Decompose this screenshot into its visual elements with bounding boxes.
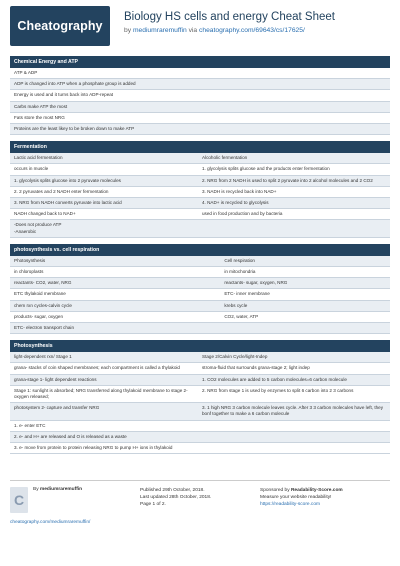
list-item: 3. e- move from protein to protein releasing NRG to pump H+ ions in thylakoid (10, 443, 390, 454)
table-cell: CO2, water, ATP (224, 313, 259, 319)
footer-author-link[interactable]: mediumraremuffin (39, 487, 83, 492)
table-row (10, 375, 390, 386)
section-note (10, 220, 390, 237)
table-row (10, 187, 390, 198)
published-date: Published 29th October, 2018. (140, 488, 205, 493)
page-footer (10, 480, 390, 513)
table-row (10, 312, 390, 323)
table-row (10, 301, 390, 312)
sheet-url-link[interactable]: cheatography.com/69643/cs/17625/ (199, 27, 305, 34)
table-row (10, 176, 390, 187)
list-item: Fats store the most NRG (10, 113, 390, 124)
author-avatar[interactable] (10, 487, 28, 513)
table-row (10, 256, 390, 267)
table-cell: Photosynthesis (14, 257, 46, 263)
subtitle (124, 27, 335, 34)
section-note: ETC- electron transport chain (10, 323, 390, 334)
table-cell: 1. glycolysis splits glucose into 2 pyruvate molecules (14, 177, 121, 183)
by-prefix: by (124, 27, 132, 34)
list-item: Energy is used and it turns back into ADP-repeat (10, 90, 390, 101)
table-cell: 3. 1 high NRG 3 carbon molecule leaves cycle. After 3 3 carbon molecules have left, they bonf together to make a 6 carbon molecule (202, 405, 384, 417)
table-cell: 2. NRG from stage 1 is used by enzymes to split 6 carbon into 2 3 carbons (202, 387, 354, 393)
table-cell: NADH changed back to NAD+ (14, 211, 76, 217)
author-link[interactable]: mediumraremuffin (132, 27, 187, 34)
table-cell: reactants- CO2, water, NRG (14, 280, 72, 286)
list-item: 2. e- and H+ are released and O is released as a waste (10, 432, 390, 443)
table-row (10, 267, 390, 278)
table-cell: light-dependent rxn/ Stage 1 (14, 354, 72, 360)
table-cell: in mitochondria (224, 269, 256, 275)
table-row (10, 386, 390, 403)
table-row (10, 363, 390, 374)
page-header (0, 0, 400, 56)
note-line: -Anaerobic (14, 228, 37, 234)
list-item: ATP & ADP (10, 68, 390, 79)
table-cell: ETC- inner membrane (224, 291, 270, 297)
page-title: Biology HS cells and energy Cheat Sheet (124, 11, 335, 23)
table-cell: occurs in muscle (14, 166, 49, 172)
table-cell: 3. NRG from NADH converts pyruvate into lactic acid (14, 200, 122, 206)
section-title: Chemical Energy and ATP (10, 56, 390, 68)
section-photosynthesis (10, 340, 390, 454)
list-item: 1. e- enter ETC (10, 421, 390, 432)
table-cell: 2. 2 pyruvates and 2 NADH enter fermentation (14, 188, 109, 194)
table-cell: Lactic acid fermentation (14, 155, 63, 161)
table-cell: reactants- sugar, oxygen, NRG (224, 280, 288, 286)
section-photo-vs-respiration (10, 244, 390, 334)
sponsor-tagline: Measure your website readability! (260, 495, 332, 500)
footer-author-url-link[interactable]: cheatography.com/mediumraremuffin/ (10, 520, 91, 525)
section-fermentation (10, 141, 390, 238)
table-cell: 2. NRG from 2 NADH is used to split 2 pyruvate into 2 alcohol molecules and 2 CO2 (202, 177, 373, 183)
table-cell: used in food production and by bacteria (202, 211, 283, 217)
table-cell: photosystem 2- capture and transfer NRG (14, 405, 100, 411)
table-cell: grana-stage 1- light dependent reactions (14, 376, 97, 382)
table-cell: Stage 2/Calvin Cycle/light-Indep (202, 354, 268, 360)
table-row (10, 209, 390, 220)
table-row (10, 198, 390, 209)
table-cell: grana- stacks of coin shaped membranes; each compartment is called a thylakoid (14, 365, 180, 371)
table-row (10, 403, 390, 420)
list-item: Carbs make ATP the most (10, 102, 390, 113)
table-row (10, 278, 390, 289)
updated-date: Last updated 28th October, 2018. (140, 495, 212, 500)
sponsor-name[interactable]: Readability-Score.com (290, 488, 343, 493)
table-row (10, 352, 390, 363)
table-cell: krebs cycle (224, 302, 248, 308)
table-cell: 3. NADH is recycled back into NAD+ (202, 188, 277, 194)
table-cell: Stage 1: sunlight is absorbed; NRG transferred along thylakoid membrane to stage 2-oxygen released; (14, 387, 188, 400)
table-cell: products- sugar, oxygen (14, 313, 64, 319)
table-cell: chem rxn cycles-calvin cycle (14, 302, 72, 308)
sponsor-prefix: Sponsored by (260, 488, 290, 493)
table-row (10, 153, 390, 164)
note-line: -Does not produce ATP (14, 222, 62, 228)
table-cell: ETC thylakoid membrane (14, 291, 66, 297)
table-cell: in chloroplasts (14, 269, 44, 275)
table-row (10, 164, 390, 175)
section-title: Photosynthesis (10, 340, 390, 352)
list-item: Proteins are the least likey to be broken down to make ATP (10, 124, 390, 135)
table-cell: 1. CO2 molecules are added to 5 carbon molecules=6 carbon molecule (202, 376, 347, 382)
footer-by-label: By (33, 487, 39, 492)
table-cell: stroma-fluid that surrounds grana-stage 2; light indep (202, 365, 310, 371)
table-cell: Cell respiration (224, 257, 255, 263)
table-cell: Alcoholic fermentation (202, 155, 248, 161)
avatar-letter-icon: C (13, 492, 25, 508)
page-number: Page 1 of 2. (140, 502, 166, 507)
section-title: Fermentation (10, 141, 390, 153)
section-title: photosynthesis vs. cell respiration (10, 244, 390, 256)
table-cell: 4. NAD+ is recycled to glycolysis (202, 200, 269, 206)
table-cell: 1. glycolysis splits glucose and the products enter fermentation (202, 166, 330, 172)
sponsor-url-link[interactable]: https://readability-score.com (260, 502, 320, 507)
cheatography-logo[interactable]: Cheatography (10, 6, 110, 46)
table-row (10, 289, 390, 300)
list-item: ADP is changed into ATP when a phosphate group is added (10, 79, 390, 90)
section-chemical-energy (10, 56, 390, 135)
via-text: via (188, 27, 198, 34)
